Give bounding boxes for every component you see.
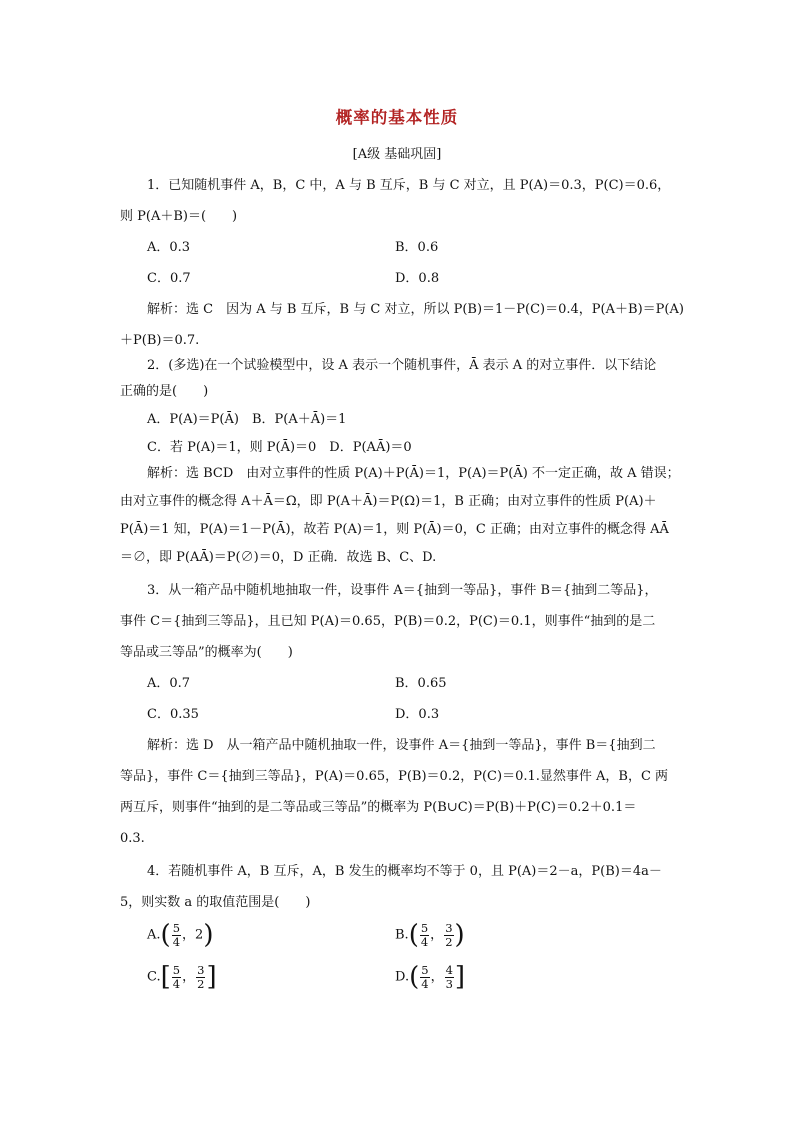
fraction <box>445 964 454 989</box>
q4-stem-line-1: 4．若随机事件 A，B 互斥，A，B 发生的概率均不等于 0，且 P(A)＝2－a，P(B)＝4a－ <box>147 864 662 879</box>
q4-option-c <box>147 964 217 990</box>
open-bracket: [ <box>160 962 171 992</box>
numerator: 5 <box>172 921 181 936</box>
denominator: 4 <box>420 934 429 949</box>
separator: ， <box>182 927 196 943</box>
numerator: 5 <box>420 921 429 936</box>
q3-solution-line-1: 解析：选 D 从一箱产品中随机抽取一件，设事件 A＝{抽到一等品}，事件 B＝{抽到二 <box>147 738 656 753</box>
numerator: 3 <box>445 921 453 936</box>
q1-option-c: C．0.7 <box>147 271 191 286</box>
q2-options-cd: C．若 P(A)＝1，则 P(Ā)＝0 D．P(AĀ)＝0 <box>147 440 412 455</box>
denominator: 2 <box>445 934 453 949</box>
fraction <box>420 964 429 989</box>
close-bracket: ] <box>206 962 217 992</box>
q1-option-a: A．0.3 <box>147 240 191 255</box>
q3-stem-line-1: 3．从一箱产品中随机地抽取一件，设事件 A＝{抽到一等品}，事件 B＝{抽到二等品}， <box>147 583 658 598</box>
q1-solution-line-2: ＋P(B)＝0.7. <box>120 333 200 348</box>
open-bracket: ( <box>160 920 171 950</box>
q3-stem-line-2: 事件 C＝{抽到三等品}，且已知 P(A)＝0.65，P(B)＝0.2，P(C)＝0.1，则事件“抽到的是二 <box>120 614 656 629</box>
separator: ， <box>430 927 444 943</box>
q3-option-a: A．0.7 <box>147 676 191 691</box>
q2-solution-line-3: P(Ā)＝1 知，P(A)＝1－P(Ā)，故若 P(A)＝1，则 P(Ā)＝0，C 正确；由对立事件的概念得 AĀ <box>120 522 669 537</box>
q3-option-d: D．0.3 <box>395 707 440 722</box>
q2-stem-line-1: 2．(多选)在一个试验模型中，设 A 表示一个随机事件，Ā 表示 A 的对立事件．以下结论 <box>147 358 657 373</box>
fraction <box>420 922 429 947</box>
q3-option-b: B．0.65 <box>395 676 447 691</box>
numerator: 5 <box>421 963 429 978</box>
q2-solution-line-2: 由对立事件的概念得 A＋Ā＝Ω，即 P(A＋Ā)＝P(Ω)＝1，B 正确；由对立事件的性质 P(A)＋ <box>120 494 657 509</box>
option-label: B. <box>395 927 409 943</box>
q4-option-b <box>395 922 465 948</box>
option-label: A. <box>147 927 161 943</box>
separator: ， <box>430 969 444 985</box>
q1-stem-line-1: 1．已知随机事件 A，B，C 中，A 与 B 互斥，B 与 C 对立，且 P(A)＝0.3，P(C)＝0.6， <box>147 178 671 193</box>
q2-stem-line-2: 正确的是( ) <box>120 384 209 399</box>
q2-options-ab: A．P(A)＝P(Ā) B．P(A＋Ā)＝1 <box>147 412 347 427</box>
option-label: D. <box>395 969 410 985</box>
q2-solution-line-1: 解析：选 BCD 由对立事件的性质 P(A)＋P(Ā)＝1，P(A)＝P(Ā) 不一定正确，故 A 错误； <box>147 466 680 481</box>
q1-option-b: B．0.6 <box>395 240 439 255</box>
q3-solution-line-3: 两互斥，则事件“抽到的是二等品或三等品”的概率为 P(B∪C)＝P(B)＋P(C)＝0.2＋0.1＝ <box>120 800 637 815</box>
numerator: 4 <box>445 963 453 978</box>
option-label: C. <box>147 969 161 985</box>
separator: ， <box>182 969 196 985</box>
q1-stem-line-2: 则 P(A＋B)＝( ) <box>120 209 238 224</box>
page-title: 概率的基本性质 <box>335 108 459 127</box>
fraction <box>172 922 181 947</box>
q2-solution-line-4: ＝∅，即 P(AĀ)＝P(∅)＝0，D 正确．故选 B、C、D. <box>120 550 437 565</box>
open-bracket: ( <box>408 920 419 950</box>
open-bracket: ( <box>409 962 420 992</box>
denominator: 4 <box>172 976 181 991</box>
numerator: 5 <box>172 963 181 978</box>
denominator: 4 <box>421 976 429 991</box>
close-bracket: ) <box>454 920 465 950</box>
q3-option-c: C．0.35 <box>147 707 199 722</box>
q3-stem-line-3: 等品或三等品”的概率为( ) <box>120 645 293 660</box>
denominator: 2 <box>197 976 205 991</box>
numerator: 3 <box>197 963 205 978</box>
denominator: 4 <box>172 934 181 949</box>
fraction <box>196 964 205 989</box>
q4-option-a <box>147 922 213 948</box>
fraction <box>444 922 453 947</box>
section-subtitle: [A级 基础巩固] <box>352 147 442 162</box>
q4-option-d <box>395 964 465 990</box>
q1-option-d: D．0.8 <box>395 271 440 286</box>
denominator: 3 <box>445 976 453 991</box>
close-bracket: ) <box>203 920 214 950</box>
fraction <box>172 964 181 989</box>
q4-stem-line-2: 5，则实数 a 的取值范围是( ) <box>120 895 311 910</box>
close-bracket: ] <box>454 962 466 992</box>
upper-bound: 2 <box>195 927 204 943</box>
q3-solution-line-4: 0.3. <box>120 831 145 846</box>
q1-solution-line-1: 解析：选 C 因为 A 与 B 互斥，B 与 C 对立，所以 P(B)＝1－P(C)＝0.4，P(A＋B)＝P(A) <box>147 302 684 317</box>
q3-solution-line-2: 等品}，事件 C＝{抽到三等品}，P(A)＝0.65，P(B)＝0.2，P(C)＝0.1.显然事件 A，B，C 两 <box>120 769 669 784</box>
